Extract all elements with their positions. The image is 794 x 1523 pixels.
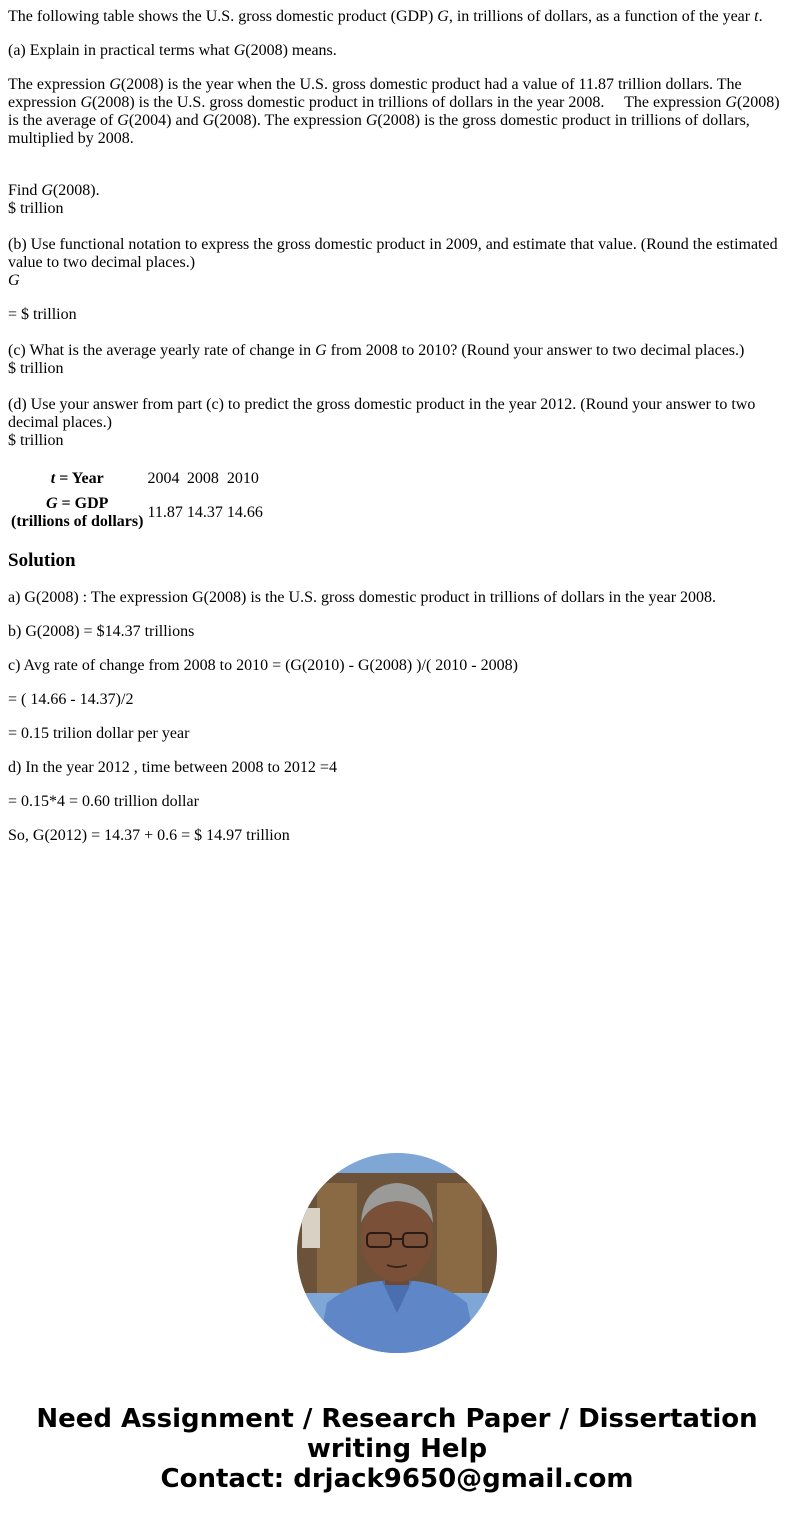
part-b-question: (b) Use functional notation to express the gross domestic product in 2009, and estimate that value. (Round the estimated value to two decimal places.) <box>8 236 778 271</box>
row-header-label: = Year <box>55 470 104 487</box>
part-b-notation[interactable] <box>8 272 20 290</box>
option-text: (2008) is the year when the U.S. gross domestic product had a value of 11.87 trillion dollars. The expression <box>8 76 742 111</box>
table-cell: 11.87 <box>147 504 183 521</box>
option-text: (2008) is the average of <box>8 94 780 129</box>
footer-line: writing Help <box>306 1434 488 1464</box>
var-g: G <box>725 94 737 111</box>
part-a-text: (a) Explain in practical terms what <box>8 42 234 59</box>
part-c-text: from 2008 to 2010? (Round your answer to two decimal places.) <box>326 342 745 359</box>
table-cell: 14.66 <box>226 504 263 521</box>
part-a-options[interactable] <box>8 76 786 148</box>
var-g: G <box>109 76 121 93</box>
var-g: G <box>437 8 449 25</box>
table-row-year <box>10 466 264 492</box>
answer-field-c[interactable]: $ trillion <box>8 360 64 377</box>
part-c-question <box>8 342 786 360</box>
row-header-year <box>10 466 144 492</box>
var-g: G <box>233 42 246 59</box>
var-g: G <box>45 495 58 512</box>
intro-text: , in trillions of dollars, as a function of the year <box>448 8 755 25</box>
table-cell: 14.37 <box>186 504 223 521</box>
row-header-units: (trillions of dollars) <box>11 513 144 530</box>
avatar <box>297 1153 497 1353</box>
option-text: (2004) and <box>128 112 203 129</box>
footer-contact: Contact: drjack9650@gmail.com <box>160 1464 634 1494</box>
row-header-gdp <box>10 494 144 532</box>
var-g: G <box>8 272 20 289</box>
var-t: t <box>50 470 56 487</box>
solution-heading: Solution <box>8 550 76 571</box>
footer-promo <box>0 1404 794 1494</box>
part-a-text: (2008) means. <box>245 42 337 59</box>
var-g: G <box>315 342 327 359</box>
table-row-gdp <box>10 494 264 532</box>
var-t: t <box>754 8 759 25</box>
find-text: Find <box>8 182 42 199</box>
solution-line: b) G(2008) = $14.37 trillions <box>8 623 195 640</box>
footer-line: Need Assignment / Research Paper / Dissertation <box>36 1404 758 1434</box>
part-a-question <box>8 42 337 60</box>
option-text: (2008) is the U.S. gross domestic product in trillions of dollars in the year 2008. The expression <box>92 94 726 111</box>
table-cell: 2010 <box>226 470 259 487</box>
solution-line: = ( 14.66 - 14.37)/2 <box>8 691 134 708</box>
var-g: G <box>80 94 92 111</box>
answer-field-d[interactable]: $ trillion <box>8 432 64 449</box>
var-g: G <box>117 112 129 129</box>
option-text: (2008). The expression <box>214 112 366 129</box>
var-g: G <box>41 182 53 199</box>
row-header-label: = GDP <box>57 495 109 512</box>
part-d-question: (d) Use your answer from part (c) to predict the gross domestic product in the year 2012. (Round your answer to two decimal places.) <box>8 396 756 431</box>
intro-text: The following table shows the U.S. gross domestic product (GDP) <box>8 8 438 25</box>
option-text: The expression <box>8 76 110 93</box>
table-cell: 2004 <box>147 470 180 487</box>
option-text: (2008) is the gross domestic product in trillions of dollars, multiplied by 2008. <box>8 112 750 147</box>
gdp-table <box>8 464 266 534</box>
find-text: (2008). <box>52 182 100 199</box>
var-g: G <box>365 112 378 129</box>
solution-line: a) G(2008) : The expression G(2008) is the U.S. gross domestic product in trillions of dollars in the year 2008. <box>8 589 717 606</box>
solution-line: c) Avg rate of change from 2008 to 2010 = (G(2010) - G(2008) )/( 2010 - 2008) <box>8 657 518 674</box>
solution-line: = 0.15 trilion dollar per year <box>8 725 190 742</box>
part-c-text: (c) What is the average yearly rate of change in <box>8 342 316 359</box>
answer-field-find[interactable]: $ trillion <box>8 200 64 217</box>
portrait-image <box>297 1153 497 1353</box>
var-g: G <box>202 112 215 129</box>
find-g2008 <box>8 182 100 200</box>
solution-line: = 0.15*4 = 0.60 trillion dollar <box>8 793 199 810</box>
table-cell: 2008 <box>186 470 219 487</box>
solution-line: d) In the year 2012 , time between 2008 to 2012 =4 <box>8 759 337 776</box>
question-intro <box>8 8 786 26</box>
answer-field-b[interactable]: = $ trillion <box>8 306 77 323</box>
solution-line: So, G(2012) = 14.37 + 0.6 = $ 14.97 trillion <box>8 827 290 844</box>
intro-text: . <box>758 8 763 25</box>
